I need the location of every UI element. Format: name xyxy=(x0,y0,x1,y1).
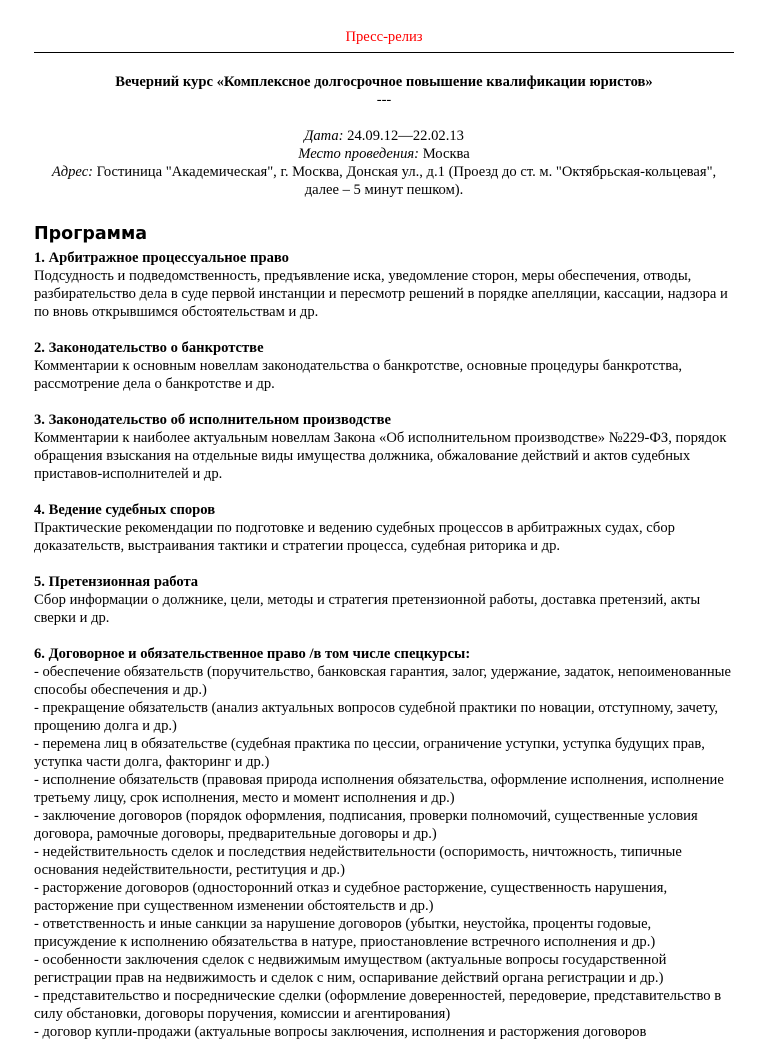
section-title: 2. Законодательство о банкротстве xyxy=(34,340,264,356)
place-value: Москва xyxy=(419,146,470,162)
program-section xyxy=(34,573,734,627)
section-title: 4. Ведение судебных споров xyxy=(34,502,216,518)
program-section xyxy=(34,411,734,483)
date-label: Дата: xyxy=(304,128,344,144)
section-title: 6. Договорное и обязательственное право /в том числе спецкурсы: xyxy=(34,646,471,662)
address-label: Адрес: xyxy=(51,164,94,180)
date-value: 24.09.12—22.02.13 xyxy=(343,128,464,144)
section-body: Сбор информации о должнике, цели, методы и стратегия претензионной работы, доставка претензий, акты сверки и др. xyxy=(34,592,701,626)
place-label: Место проведения: xyxy=(298,146,420,162)
list-item: - перемена лиц в обязательстве (судебная практика по цессии, ограничение уступки, уступка будущих прав, уступка части долга, факторинг и др.) xyxy=(34,736,705,770)
title-separator: --- xyxy=(376,92,392,108)
address-value: Гостиница "Академическая", г. Москва, Донская ул., д.1 (Проезд до ст. м. "Октябрьская-кольцевая", далее – 5 минут пешком). xyxy=(93,164,717,198)
event-details xyxy=(34,127,734,199)
date-line xyxy=(34,127,734,145)
section-title: 5. Претензионная работа xyxy=(34,574,199,590)
program-section xyxy=(34,645,734,1041)
list-item: - ответственность и иные санкции за нарушение договоров (убытки, неустойка, проценты годовые, присуждение к исполнению обязательства в натуре, приостановление встречного исполнения и др.) xyxy=(34,916,656,950)
list-item: - особенности заключения сделок с недвижимым имуществом (актуальные вопросы государственной регистрации прав на недвижимость и сделок с ним, оспаривание действий органа регистрации и др.) xyxy=(34,952,667,986)
list-item: - обеспечение обязательств (поручительство, банковская гарантия, залог, удержание, задаток, непоименованные способы обеспечения и др.) xyxy=(34,664,731,698)
course-title: Вечерний курс «Комплексное долгосрочное повышение квалификации юристов» xyxy=(115,74,653,90)
program-section xyxy=(34,501,734,555)
list-item: - прекращение обязательств (анализ актуальных вопросов судебной практики по новации, отступному, зачету, прощению долга и др.) xyxy=(34,700,719,734)
place-line xyxy=(34,145,734,163)
section-body: Подсудность и подведомственность, предъявление иска, уведомление сторон, меры обеспечения, отводы, разбирательство дела в суде первой инстанции и пересмотр решений в порядке апелляции, кассации, надзора и по вновь открывшимся обстоятельствам и др. xyxy=(34,268,728,320)
section-body: Практические рекомендации по подготовке и ведению судебных процессов в арбитражных судах, сбор доказательств, выстраивания тактики и стратегии процесса, судебная риторика и др. xyxy=(34,520,675,554)
section-title: 3. Законодательство об исполнительном производстве xyxy=(34,412,391,428)
list-item: - договор купли-продажи (актуальные вопросы заключения, исполнения и расторжения договоров xyxy=(34,1024,647,1040)
program-section xyxy=(34,249,734,321)
program-heading: Программа xyxy=(34,224,148,244)
list-item: - заключение договоров (порядок оформления, подписания, проверки полномочий, существенные условия договора, рамочные договоры, предварительные договоры и др.) xyxy=(34,808,698,842)
section-title: 1. Арбитражное процессуальное право xyxy=(34,250,289,266)
program-section xyxy=(34,339,734,393)
section-body: Комментарии к наиболее актуальным новеллам Закона «Об исполнительном производстве» №229-ФЗ, порядок обращения взыскания на отдельные виды имущества должника, обжалование действий и актов судебных приставов-исполнителей и др. xyxy=(34,430,727,482)
list-item: - исполнение обязательств (правовая природа исполнения обязательства, оформление исполнения, исполнение третьему лицу, срок исполнения, место и момент исполнения и др.) xyxy=(34,772,724,806)
list-item: - представительство и посреднические сделки (оформление доверенностей, передоверие, представительство в силу обстановки, договоры поручения, комиссии и агентирования) xyxy=(34,988,722,1022)
list-item: - недействительность сделок и последствия недействительности (оспоримость, ничтожность, типичные основания недействительности, реституция и др.) xyxy=(34,844,682,878)
press-release-header: Пресс-релиз xyxy=(34,0,734,53)
list-item: - расторжение договоров (односторонний отказ и судебное расторжение, существенность нарушения, расторжение при существенном изменении обстоятельств и др.) xyxy=(34,880,668,914)
address-line xyxy=(34,163,734,199)
section-body: Комментарии к основным новеллам законодательства о банкротстве, основные процедуры банкротства, рассмотрение дела о банкротстве и др. xyxy=(34,358,683,392)
